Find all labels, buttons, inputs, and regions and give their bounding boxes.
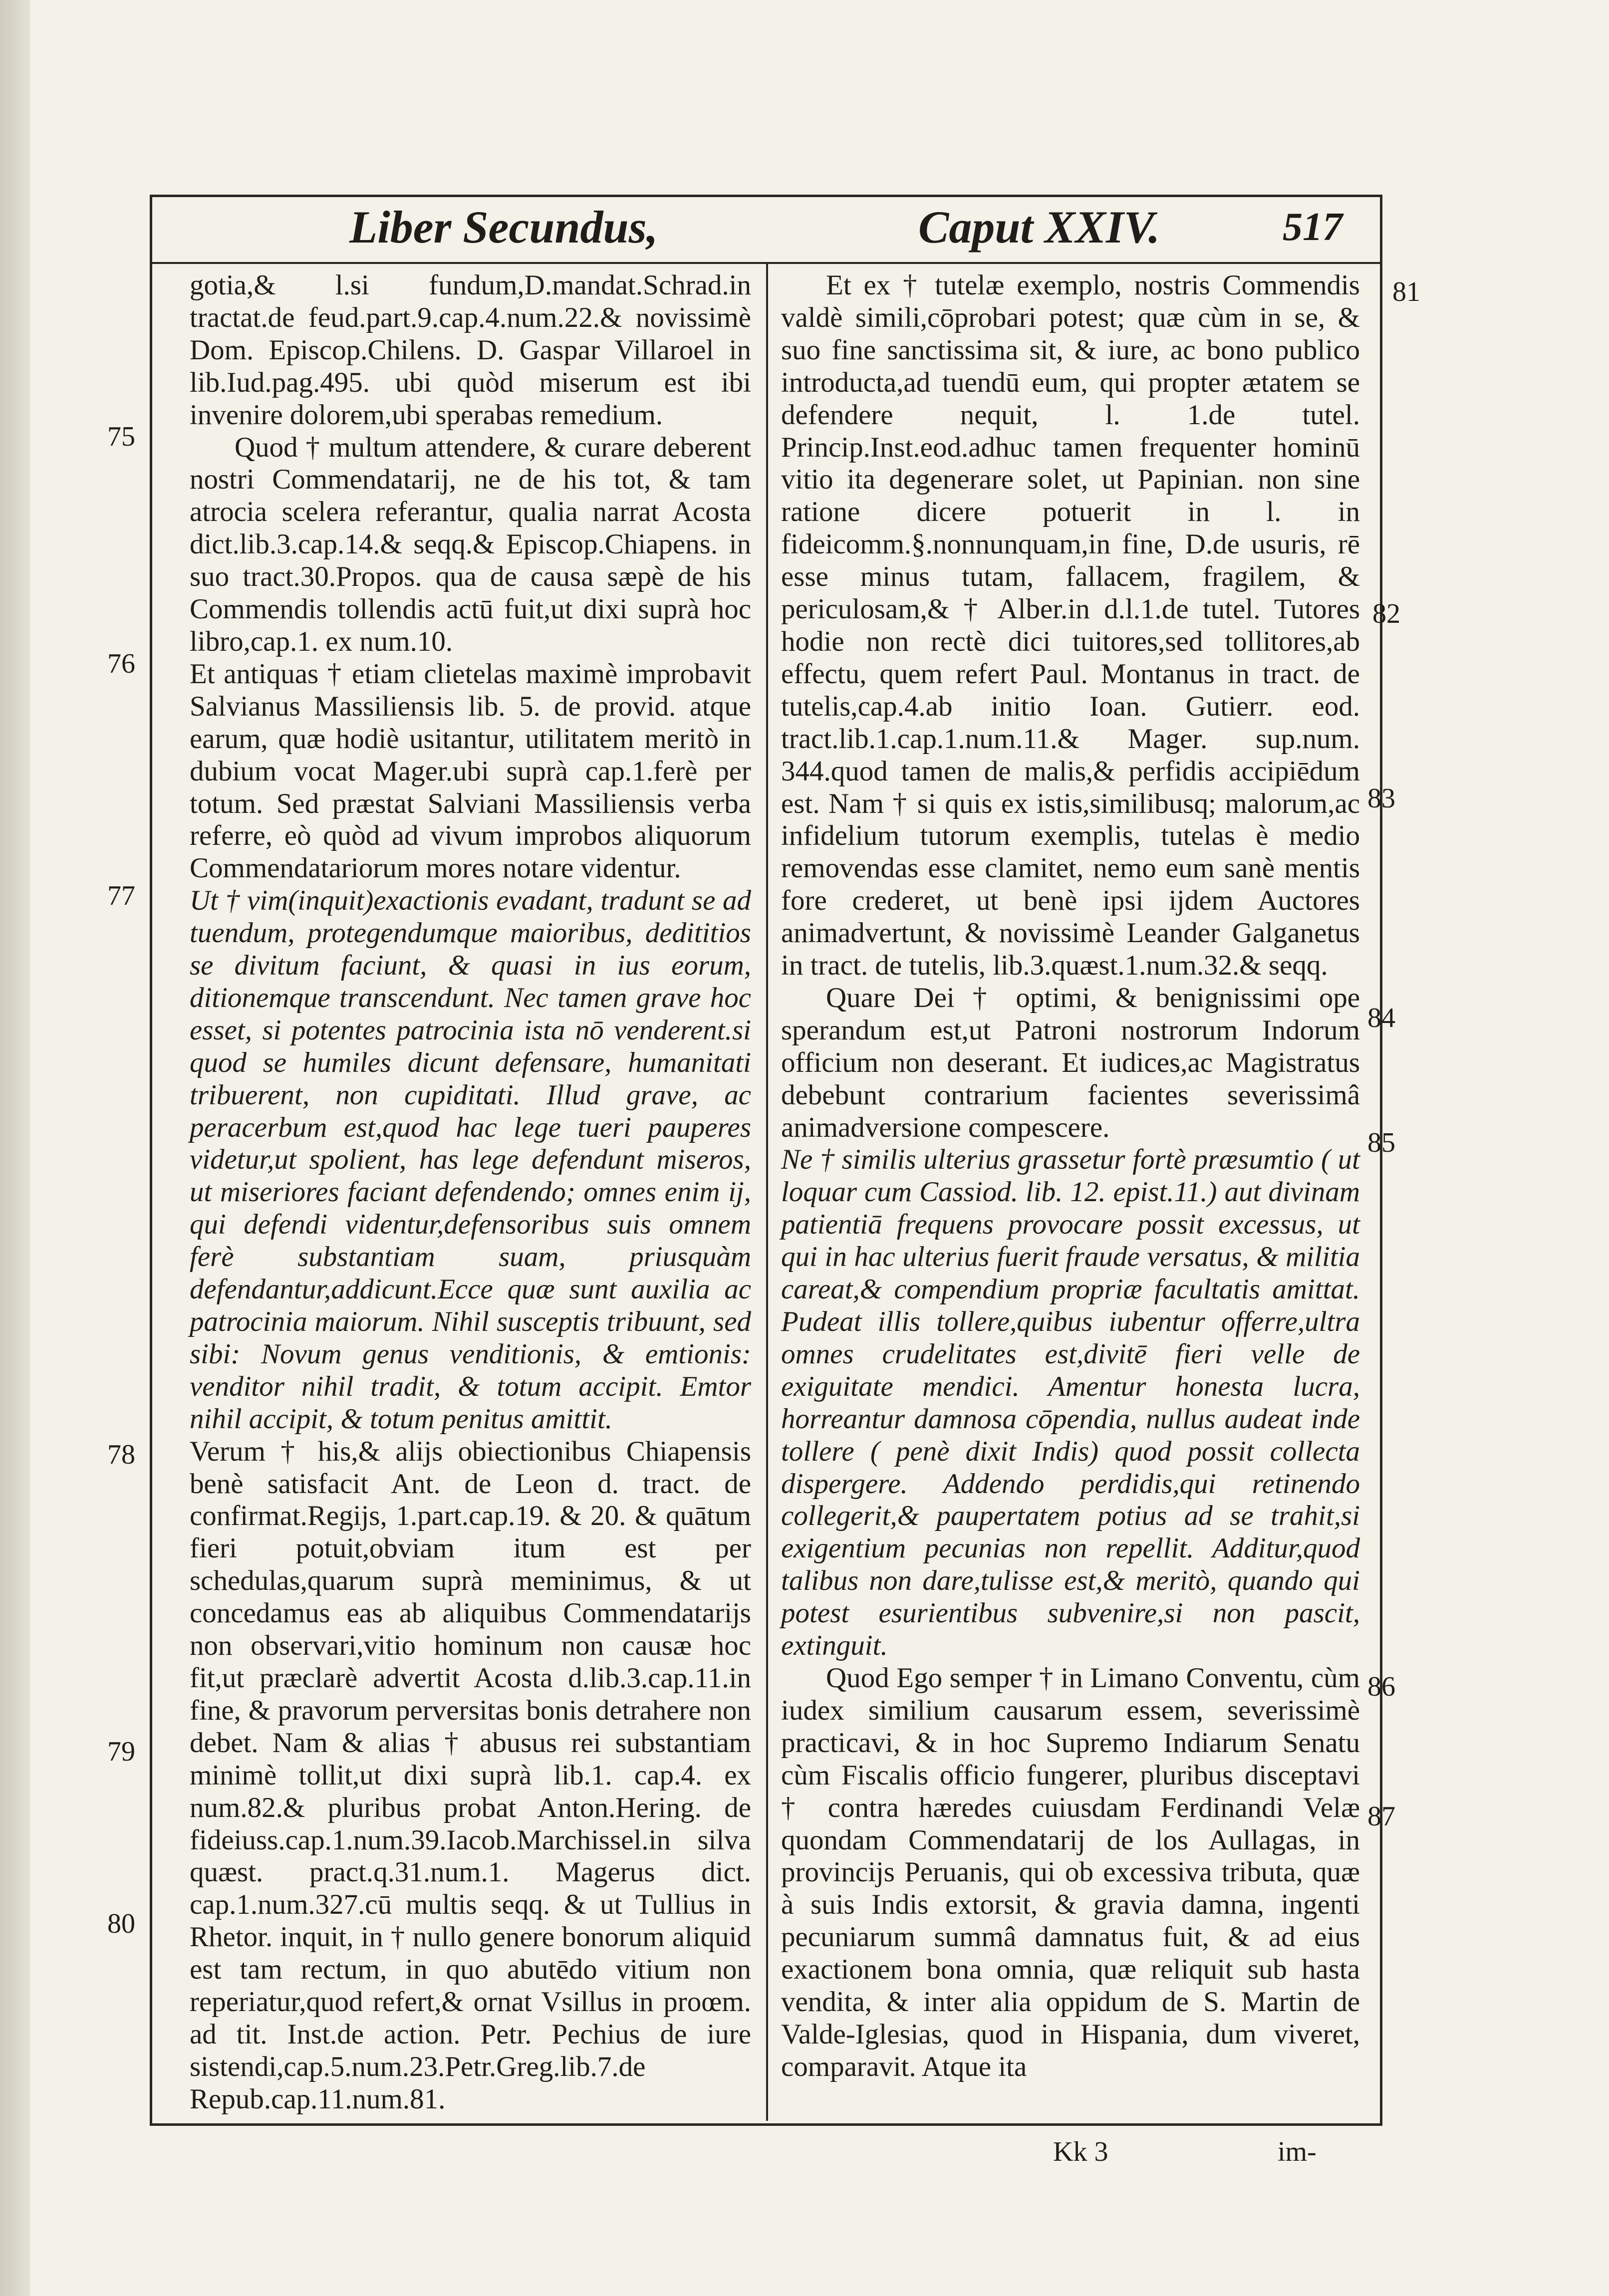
book-gutter	[0, 0, 30, 2296]
paragraph: gotia,& l.si fundum,D.mandat.Schrad.in tractat.de feud.part.9.cap.4.num.22.& novissimè Dom. Episcop.Chilens. D. Gaspar Villaroel in lib.Iud.pag.495. ubi quòd miserum est ibi invenire dolorem,ubi sperabas remedium.	[190, 269, 751, 431]
paragraph: Quod † multum attendere, & curare deberent nostri Commendatarij, ne de his tot, & tam atrocia scelera referantur, qualia narrat Acosta dict.lib.3.cap.14.& seqq.& Episcop.Chiapens. in suo tract.30.Propos. qua de causa sæpè de his Commendis tollendis actū fuit,ut dixi suprà hoc libro,cap.1. ex num.10.	[190, 431, 751, 657]
margin-number: 83	[1367, 783, 1395, 814]
margin-number: 87	[1367, 1801, 1395, 1832]
margin-number: 86	[1367, 1671, 1395, 1702]
margin-number: 80	[107, 1908, 135, 1939]
signature-mark: Kk 3	[1053, 2136, 1108, 2167]
right-column	[781, 269, 1360, 2083]
running-head-book: Liber Secundus,	[349, 202, 658, 253]
margin-number: 76	[107, 648, 135, 679]
margin-number: 75	[107, 421, 135, 452]
left-column	[190, 269, 751, 2116]
margin-number: 82	[1372, 598, 1400, 629]
paragraph: Quare Dei † optimi, & benignissimi ope sperandum est,ut Patroni nostrorum Indorum officium non deserant. Et iudices,ac Magistratus debebunt contrarium facientes severissimâ animadversione compescere.	[781, 982, 1360, 1143]
page-number: 517	[1283, 205, 1342, 249]
paragraph: Quod Ego semper † in Limano Conventu, cùm iudex similium causarum essem, severissimè practicavi, & in hoc Supremo Indiarum Senatu cùm Fiscalis officio fungerer, pluribus disceptavi † contra hæredes cuiusdam Ferdinandi Velæ quondam Commendatarij de los Aullagas, in provincijs Peruanis, qui ob excessiva tributa, quæ à suis Indis extorsit, & gravia damna, ingenti pecuniarum summâ damnatus fuit, & ad eius exactionem bona omnia, quæ reliquit sub hasta vendita, & inter alia oppidum de S. Martin de Valde-Iglesias, quod in Hispania, dum viveret, comparavit. Atque ita	[781, 1662, 1360, 2082]
running-head-chapter: Caput XXIV.	[918, 202, 1160, 253]
margin-number: 78	[107, 1439, 135, 1470]
margin-number: 81	[1392, 276, 1420, 307]
margin-number: 79	[107, 1736, 135, 1767]
column-divider	[766, 264, 768, 2121]
paragraph: Et ex † tutelæ exemplo, nostris Commendis valdè simili,cōprobari potest; quæ cùm in se, & suo fine sanctissima sit, & iure, ac bono publico introducta,ad tuendū eum, qui propter ætatem se defendere nequit, l. 1.de tutel. Princip.Inst.eod.adhuc tamen frequenter hominū vitio ita degenerare solet, ut Papinian. non sine ratione dicere potuerit in l. in fideicomm.§.nonnunquam,in fine, D.de usuris, rē esse minus tutam, fallacem, fragilem, & periculosam,& † Alber.in d.l.1.de tutel. Tutores hodie non rectè dici tuitores,sed tollitores,ab effectu, quem refert Paul. Montanus in tract. de tutelis,cap.4.ab initio Ioan. Gutierr. eod. tract.lib.1.cap.1.num.11.& Mager. sup.num. 344.quod tamen de malis,& perfidis accipiēdum est. Nam † si quis ex istis,similibusq; malorum,ac infidelium tutorum exemplis, tutelas è medio removendas esse clamitet, nemo eum sanè mentis fore crederet, ut benè ipsi ijdem Auctores animadvertunt, & novissimè Leander Galganetus in tract. de tutelis, lib.3.quæst.1.num.32.& seqq.	[781, 269, 1360, 982]
paragraph: Et antiquas † etiam clietelas maximè improbavit Salvianus Massiliensis lib. 5. de provid. atque earum, quæ hodiè usitantur, utilitatem meritò in dubium vocat Mager.ubi suprà cap.1.ferè per totum. Sed præstat Salviani Massiliensis verba referre, eò quòd ad vivum improbos aliquorum Commendatariorum mores notare videntur.	[190, 658, 751, 884]
margin-number: 85	[1367, 1127, 1395, 1158]
margin-number: 77	[107, 880, 135, 911]
margin-number: 84	[1367, 1003, 1395, 1033]
paragraph: Verum † his,& alijs obiectionibus Chiapensis benè satisfacit Ant. de Leon d. tract. de confirmat.Regijs, 1.part.cap.19. & 20. & quātum fieri potuit,obviam itum est per schedulas,quarum suprà meminimus, & ut concedamus eas ab aliquibus Commendatarijs non observari,vitio hominum non causæ hoc fit,ut præclarè advertit Acosta d.lib.3.cap.11.in fine, & pravorum perversitas bonis detrahere non debet. Nam & alias † abusus rei substantiam minimè tollit,ut dixi suprà lib.1. cap.4. ex num.82.& pluribus probat Anton.Hering. de fideiuss.cap.1.num.39.Iacob.Marchissel.in silva quæst. pract.q.31.num.1. Magerus dict. cap.1.num.327.cū multis seqq. & ut Tullius in Rhetor. inquit, in † nullo genere bonorum aliquid est tam rectum, in quo abutēdo vitium non reperiatur,quod refert,& ornat Vsillus in proœm. ad tit. Inst.de action. Petr. Pechius de iure sistendi,cap.5.num.23.Petr.Greg.lib.7.de Repub.cap.11.num.81.	[190, 1435, 751, 2115]
quotation-paragraph: Ne † similis ulterius grassetur fortè præsumtio ( ut loquar cum Cassiod. lib. 12. epist.11.) aut divinam patientiā frequens provocare possit excessus, ut qui in hac ulterius fuerit fraude versatus, & militia careat,& compendium propriæ facultatis amittat. Pudeat illis tollere,quibus iubentur offerre,ultra omnes crudelitates est,divitē fieri velle de exiguitate mendici. Amentur honesta lucra, horreantur damnosa cōpendia, nullus audeat inde tollere ( penè dixit Indis) quod possit collecta dispergere. Addendo perdidis,qui retinendo collegerit,& paupertatem potius ad se trahit,si exigentium pecunias non repellit. Additur,quod talibus non dare,tulisse est,& meritò, quando qui potest esurientibus subvenire,si non pascit, extinguit.	[781, 1144, 1360, 1662]
catchword: im-	[1278, 2136, 1317, 2167]
quotation-paragraph: Ut † vim(inquit)exactionis evadant, tradunt se ad tuendum, protegendumque maioribus, dedititios se divitum faciunt, & quasi in ius eorum, ditionemque transcendunt. Nec tamen grave hoc esset, si potentes patrocinia ista nō venderent.si quod se humiles dicunt defensare, humanitati tribuerent, non cupiditati. Illud grave, ac peracerbum est,quod hac lege tueri pauperes videtur,ut spolient, has lege defendunt miseros, ut miseriores faciant defendendo; omnes enim ij, qui defendi videntur,defensoribus suis omnem ferè substantiam suam, priusquàm defendantur,addicunt.Ecce quæ sunt auxilia ac patrocinia maiorum. Nihil susceptis tribuunt, sed sibi: Novum genus venditionis, & emtionis: venditor nihil tradit, & totum accipit. Emtor nihil accipit, & totum penitus amittit.	[190, 885, 751, 1435]
